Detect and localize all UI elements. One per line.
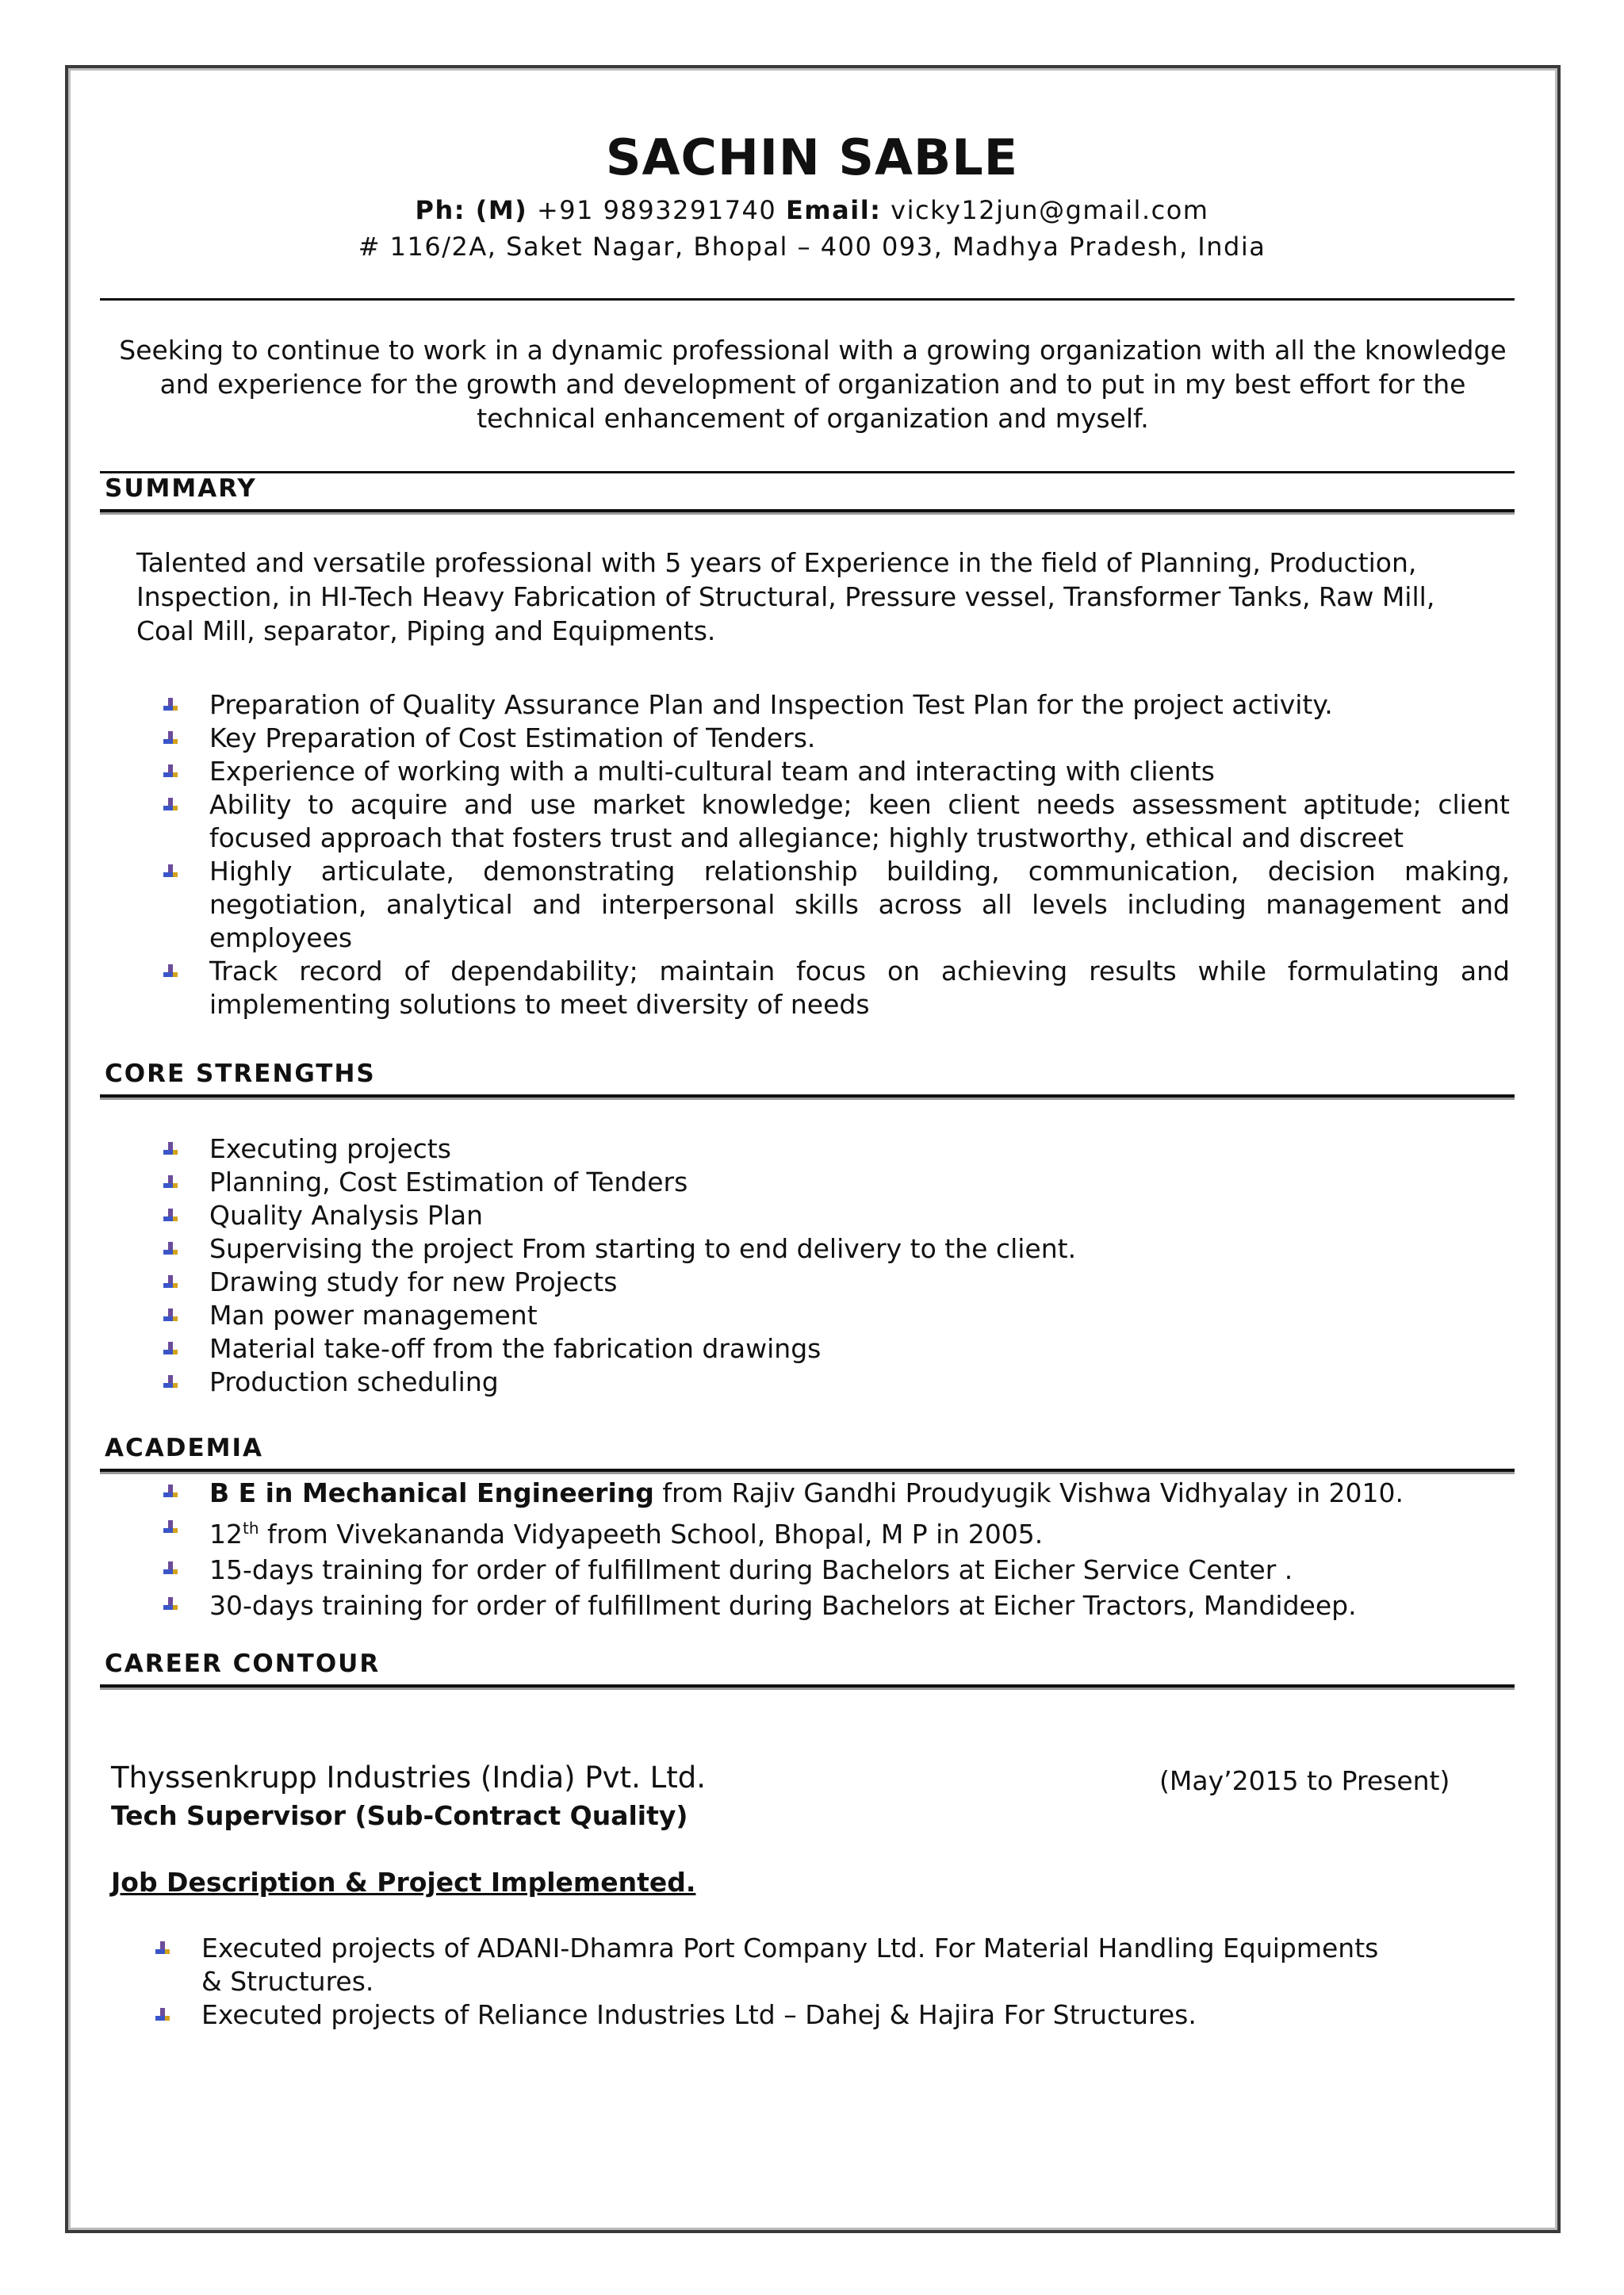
list-item: Supervising the project From starting to end delivery to the client. xyxy=(162,1232,1510,1266)
list-item: B E in Mechanical Engineering from Rajiv Gandhi Proudyugik Vishwa Vidhyalay in 2010. xyxy=(162,1475,1510,1511)
list-item: Executing projects xyxy=(162,1132,1510,1166)
core-strengths-list xyxy=(162,1132,1510,1399)
job-role: Tech Supervisor (Sub-Contract Quality) xyxy=(111,1800,688,1831)
list-item: Material take-off from the fabrication drawings xyxy=(162,1332,1510,1366)
phone-label: Ph: (M) xyxy=(415,195,528,225)
core-strengths-heading: CORE STRENGTHS xyxy=(105,1059,376,1088)
company-name: Thyssenkrupp Industries (India) Pvt. Ltd. xyxy=(111,1761,706,1795)
list-item: Production scheduling xyxy=(162,1366,1510,1399)
degree-title: B E in Mechanical Engineering xyxy=(209,1477,654,1508)
employment-dates: (May’2015 to Present) xyxy=(1159,1765,1450,1796)
summary-divider xyxy=(100,509,1515,512)
email-address: vicky12jun@gmail.com xyxy=(891,195,1209,225)
bullet-icon xyxy=(162,796,179,814)
list-item: Key Preparation of Cost Estimation of Tenders. xyxy=(162,722,1510,755)
bullet-icon xyxy=(154,1940,171,1957)
bullet-icon xyxy=(162,1560,179,1577)
bullet-icon xyxy=(162,1596,179,1613)
bullet-icon xyxy=(162,696,179,714)
list-item: Experience of working with a multi-cultural team and interacting with clients xyxy=(162,755,1510,788)
bullet-icon xyxy=(162,763,179,780)
list-item: Preparation of Quality Assurance Plan and Inspection Test Plan for the project activity. xyxy=(162,688,1510,722)
list-item: Executed projects of Reliance Industries Ltd – Dahej & Hajira For Structures. xyxy=(154,1998,1407,2032)
list-item: Planning, Cost Estimation of Tenders xyxy=(162,1166,1510,1199)
bullet-icon xyxy=(162,1483,179,1500)
bullet-icon xyxy=(154,2006,171,2024)
list-item: Drawing study for new Projects xyxy=(162,1266,1510,1299)
address-line: # 116/2A, Saket Nagar, Bhopal – 400 093, Madhya Pradesh, India xyxy=(358,232,1266,262)
list-item: 15-days training for order of fulfillment during Bachelors at Eicher Service Center . xyxy=(162,1552,1510,1588)
academia-list xyxy=(162,1475,1510,1623)
bullet-icon xyxy=(162,1174,179,1191)
list-item: Ability to acquire and use market knowledge; keen client needs assessment aptitude; client focused approach that fosters trust and allegiance; highly trustworthy, ethical and discreet xyxy=(162,788,1510,855)
academia-heading: ACADEMIA xyxy=(105,1434,264,1462)
summary-top-rule xyxy=(100,471,1515,473)
bullet-icon xyxy=(162,1374,179,1391)
list-item: 30-days training for order of fulfillment during Bachelors at Eicher Tractors, Mandideep. xyxy=(162,1588,1510,1623)
header-divider xyxy=(100,298,1515,301)
list-item: Track record of dependability; maintain focus on achieving results while formulating and implementing solutions to meet diversity of needs xyxy=(162,955,1510,1021)
contact-line xyxy=(0,195,1624,225)
bullet-icon xyxy=(162,1340,179,1358)
career-divider xyxy=(100,1684,1515,1688)
bullet-icon xyxy=(162,1207,179,1224)
bullet-icon xyxy=(162,863,179,880)
candidate-name: SACHIN SABLE xyxy=(605,128,1019,186)
bullet-icon xyxy=(162,963,179,980)
summary-intro: Talented and versatile professional with 5 years of Experience in the field of Planning, Production, Inspection, in HI-Tech Heavy Fabrication of Structural, Pressure vessel, Transformer Tanks, Raw Mill, Coal Mill, separator, Piping and Equipments. xyxy=(136,547,1435,646)
list-item: Highly articulate, demonstrating relationship building, communication, decision making, negotiation, analytical and interpersonal skills across all levels including management and employees xyxy=(162,855,1510,955)
list-item: Man power management xyxy=(162,1299,1510,1332)
bullet-icon xyxy=(162,1274,179,1291)
projects-list xyxy=(154,1932,1407,2032)
summary-heading: SUMMARY xyxy=(105,474,257,503)
career-heading: CAREER CONTOUR xyxy=(105,1649,381,1678)
academia-divider xyxy=(100,1469,1515,1472)
bullet-icon xyxy=(162,1140,179,1158)
list-item: 12th from Vivekananda Vidyapeeth School, Bhopal, M P in 2005. xyxy=(162,1511,1510,1552)
summary-list xyxy=(162,688,1510,1021)
bullet-icon xyxy=(162,1240,179,1258)
core-strengths-divider xyxy=(100,1094,1515,1098)
phone-number: +91 9893291740 xyxy=(536,195,777,225)
objective-statement: Seeking to continue to work in a dynamic professional with a growing organization with all the knowledge and experience for the growth and development of organization and to put in my best effort for the technical enhancement of organization and myself. xyxy=(119,335,1507,434)
job-description-heading: Job Description & Project Implemented. xyxy=(111,1867,696,1898)
list-item: Quality Analysis Plan xyxy=(162,1199,1510,1232)
email-label: Email: xyxy=(785,195,882,225)
bullet-icon xyxy=(162,1307,179,1324)
bullet-icon xyxy=(162,1519,179,1536)
list-item: Executed projects of ADANI-Dhamra Port Company Ltd. For Material Handling Equipments & Structures. xyxy=(154,1932,1407,1998)
bullet-icon xyxy=(162,730,179,747)
